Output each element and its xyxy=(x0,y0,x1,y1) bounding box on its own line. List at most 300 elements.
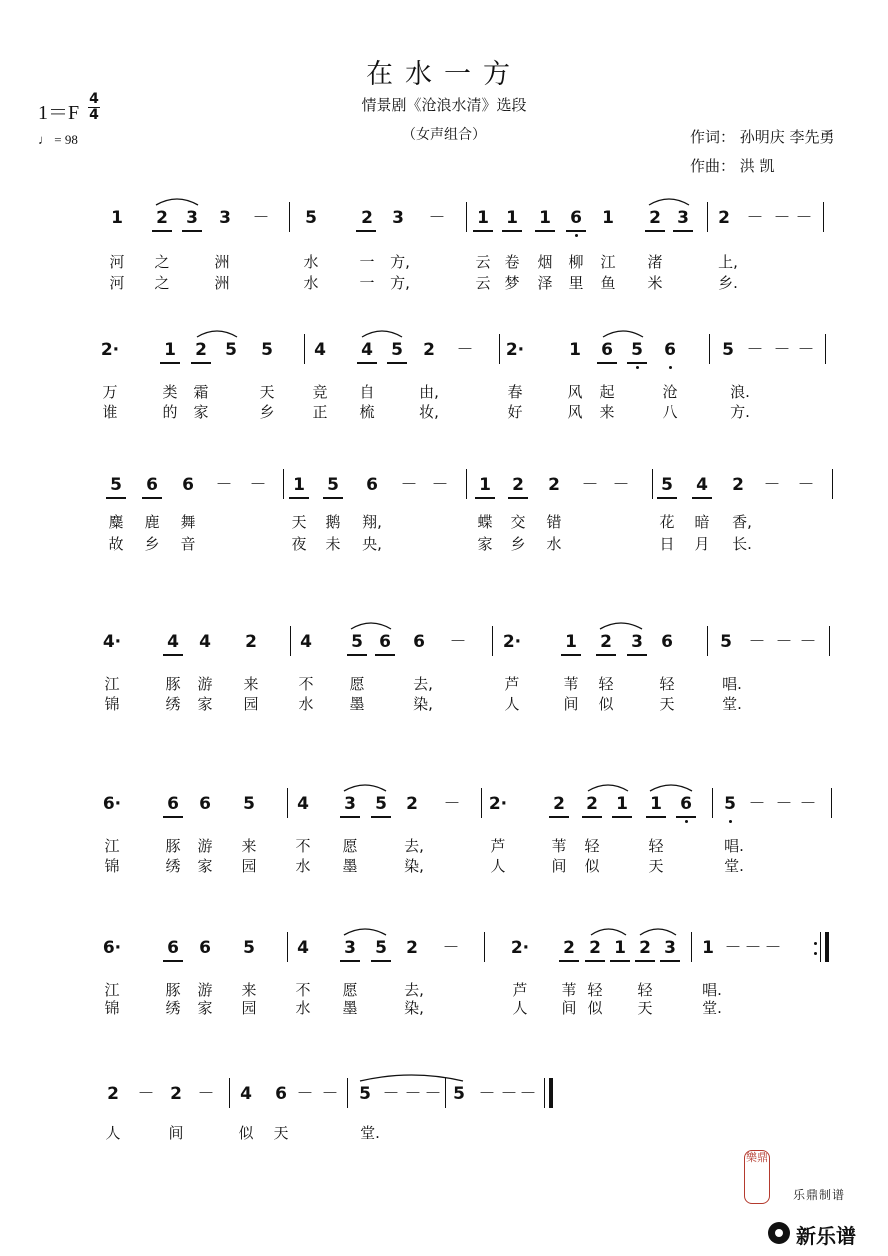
duration-dash: － xyxy=(443,794,461,814)
duration-dash: － xyxy=(797,475,815,495)
barline xyxy=(484,932,485,962)
duration-dash: － xyxy=(296,1084,314,1104)
note: 2 xyxy=(718,208,730,228)
barline xyxy=(445,1078,446,1108)
barline xyxy=(825,334,826,364)
lyric-verse2: 染, xyxy=(404,999,424,1017)
lyric-verse1: 游 xyxy=(197,981,213,999)
lyric-verse2: 人 xyxy=(504,695,520,713)
repeat-dot xyxy=(814,952,817,955)
lyric-verse1: 暗 xyxy=(694,513,710,531)
duration-dash: － xyxy=(382,1084,400,1104)
lyric-verse2: 家 xyxy=(197,999,213,1017)
lyric-verse2: 锦 xyxy=(104,695,120,713)
lyric-verse2: 央, xyxy=(362,535,382,553)
duration-dash: － xyxy=(249,475,267,495)
key-signature: 1＝F xyxy=(38,102,80,124)
lyric-verse2: 一 xyxy=(359,274,375,292)
note: 1 xyxy=(569,340,581,360)
lyric-verse1: 水 xyxy=(303,253,319,271)
lyric-verse2: 绣 xyxy=(165,695,181,713)
barline xyxy=(466,469,467,499)
lyric-verse1: 麋 xyxy=(108,513,124,531)
note: 4 xyxy=(240,1084,252,1104)
note: 2 xyxy=(245,632,257,652)
underline-beat xyxy=(473,230,493,232)
note: 6 xyxy=(661,632,673,652)
lyric-verse1: 竞 xyxy=(312,383,328,401)
lyric-verse2: 染, xyxy=(404,857,424,875)
underline-beat xyxy=(657,497,677,499)
note: 1 xyxy=(164,340,176,360)
note: 3 xyxy=(677,208,689,228)
underline-beat xyxy=(635,960,655,962)
note: 5 xyxy=(453,1084,465,1104)
barline xyxy=(229,1078,230,1108)
lyric-verse1: 春 xyxy=(507,383,523,401)
lyric-verse1: 天 xyxy=(273,1124,289,1142)
slur xyxy=(351,623,391,629)
underline-beat xyxy=(627,654,647,656)
lyric-verse2: 谁 xyxy=(102,403,118,421)
duration-dash: － xyxy=(215,475,233,495)
note: 2 xyxy=(406,938,418,958)
lyric-verse2: 天 xyxy=(637,999,653,1017)
note: 5 xyxy=(305,208,317,228)
duration-dash: － xyxy=(797,340,815,360)
underline-beat xyxy=(673,230,693,232)
lyric-verse2: 绣 xyxy=(165,999,181,1017)
barline xyxy=(289,202,290,232)
note: 6 xyxy=(167,938,179,958)
lyric-verse2: 水 xyxy=(303,274,319,292)
lyric-verse1: 渚 xyxy=(647,253,663,271)
duration-dash: － xyxy=(799,794,817,814)
lyric-verse1: 卷 xyxy=(504,253,520,271)
slur xyxy=(344,785,386,791)
note: 3 xyxy=(392,208,404,228)
note: 2· xyxy=(100,340,120,360)
note: 5 xyxy=(391,340,403,360)
underline-beat xyxy=(582,816,602,818)
barline xyxy=(283,469,284,499)
underline-beat xyxy=(596,654,616,656)
note: 5 xyxy=(722,340,734,360)
lyric-verse1: 类 xyxy=(162,383,178,401)
lyric-verse1: 翔, xyxy=(362,513,382,531)
lyric-verse2: 堂. xyxy=(724,857,744,875)
barline xyxy=(304,334,305,364)
note: 5 xyxy=(720,632,732,652)
note: 5 xyxy=(261,340,273,360)
note: 5 xyxy=(631,340,643,360)
lyric-verse1: 去, xyxy=(413,675,433,693)
underline-beat xyxy=(163,960,183,962)
barline xyxy=(466,202,467,232)
note: 2 xyxy=(195,340,207,360)
barline xyxy=(829,626,830,656)
note: 1 xyxy=(293,475,305,495)
note: 4 xyxy=(297,938,309,958)
duration-dash: － xyxy=(795,208,813,228)
slur xyxy=(650,785,692,791)
note: 1 xyxy=(616,794,628,814)
note: 2· xyxy=(488,794,508,814)
slur xyxy=(362,331,402,337)
underline-beat xyxy=(559,960,579,962)
note: 6 xyxy=(570,208,582,228)
note: 5 xyxy=(375,938,387,958)
low-octave-dot xyxy=(685,820,688,823)
duration-dash: － xyxy=(612,475,630,495)
lyric-verse1: 不 xyxy=(295,837,311,855)
note: 4 xyxy=(314,340,326,360)
duration-dash: － xyxy=(400,475,418,495)
underline-beat xyxy=(340,816,360,818)
underline-beat xyxy=(387,362,407,364)
underline-beat xyxy=(585,960,605,962)
note: 5 xyxy=(243,938,255,958)
lyric-verse1: 轻 xyxy=(587,981,603,999)
final-barline-thick xyxy=(549,1078,553,1108)
note: 4 xyxy=(297,794,309,814)
underline-beat xyxy=(106,497,126,499)
note: 6 xyxy=(413,632,425,652)
final-barline-thin xyxy=(544,1078,545,1108)
lyric-verse1: 江 xyxy=(104,837,120,855)
note: 3 xyxy=(219,208,231,228)
lyric-verse1: 交 xyxy=(510,513,526,531)
underline-beat xyxy=(561,654,581,656)
barline xyxy=(287,932,288,962)
lyricist-credit: 作词： 孙明庆 李先勇 xyxy=(690,128,835,146)
lyric-verse2: 正 xyxy=(312,403,328,421)
lyric-verse1: 去, xyxy=(404,981,424,999)
duration-dash: － xyxy=(775,632,793,652)
note: 4 xyxy=(361,340,373,360)
underline-beat xyxy=(692,497,712,499)
note: 6 xyxy=(146,475,158,495)
lyric-verse1: 愿 xyxy=(342,981,358,999)
note: 6· xyxy=(102,794,122,814)
lyric-verse1: 舞 xyxy=(180,513,196,531)
note: 5 xyxy=(661,475,673,495)
underline-beat xyxy=(566,230,586,232)
note: 2 xyxy=(361,208,373,228)
record-icon xyxy=(768,1222,790,1244)
lyric-verse1: 不 xyxy=(295,981,311,999)
underline-beat xyxy=(340,960,360,962)
duration-dash: － xyxy=(744,938,762,958)
lyric-verse2: 乡 xyxy=(144,535,160,553)
note: 1 xyxy=(479,475,491,495)
slur xyxy=(344,929,386,935)
underline-beat xyxy=(323,497,343,499)
note: 2 xyxy=(548,475,560,495)
lyric-verse1: 愿 xyxy=(342,837,358,855)
note: 3 xyxy=(631,632,643,652)
note: 6 xyxy=(379,632,391,652)
lyric-verse2: 墨 xyxy=(349,695,365,713)
duration-dash: － xyxy=(748,632,766,652)
note: 6 xyxy=(199,794,211,814)
tempo-marking: ♩ = 98 xyxy=(38,132,78,147)
lyric-verse2: 河 xyxy=(109,274,125,292)
underline-beat xyxy=(627,362,647,364)
low-octave-dot xyxy=(729,820,732,823)
lyric-verse2: 里 xyxy=(568,274,584,292)
lyric-verse1: 一 xyxy=(359,253,375,271)
lyric-verse1: 堂. xyxy=(360,1124,380,1142)
lyric-verse1: 唱. xyxy=(724,837,744,855)
repeat-dot xyxy=(814,942,817,945)
lyric-verse1: 苇 xyxy=(563,675,579,693)
meter-bottom: 4 xyxy=(89,107,99,123)
lyric-verse1: 芦 xyxy=(512,981,528,999)
song-subtitle: 情景剧《沧浪水清》选段 xyxy=(361,96,527,114)
lyric-verse2: 似 xyxy=(584,857,600,875)
lyric-verse2: 长. xyxy=(732,535,752,553)
slur xyxy=(197,331,237,337)
duration-dash: － xyxy=(431,475,449,495)
note: 4 xyxy=(167,632,179,652)
lyric-verse2: 方, xyxy=(390,274,410,292)
duration-dash: － xyxy=(500,1084,518,1104)
duration-dash: － xyxy=(252,208,270,228)
signature: 乐鼎制谱 xyxy=(793,1188,846,1202)
note: 3 xyxy=(186,208,198,228)
barline xyxy=(290,626,291,656)
underline-beat xyxy=(597,362,617,364)
lyric-verse1: 花 xyxy=(659,513,675,531)
lyric-verse2: 之 xyxy=(154,274,170,292)
lyric-verse1: 来 xyxy=(241,981,257,999)
lyric-verse2: 天 xyxy=(659,695,675,713)
note: 2 xyxy=(563,938,575,958)
lyric-verse2: 园 xyxy=(241,857,257,875)
lyric-verse1: 浪. xyxy=(730,383,750,401)
brand-logo: 新乐谱 xyxy=(796,1224,856,1248)
duration-dash: － xyxy=(724,938,742,958)
lyric-verse1: 轻 xyxy=(584,837,600,855)
lyric-verse1: 鹿 xyxy=(144,513,160,531)
repeat-barline-thick xyxy=(825,932,829,962)
note: 2 xyxy=(589,938,601,958)
underline-beat xyxy=(610,960,630,962)
duration-dash: － xyxy=(424,1084,442,1104)
lyric-verse2: 间 xyxy=(563,695,579,713)
barline xyxy=(707,626,708,656)
note: 5 xyxy=(327,475,339,495)
lyric-verse1: 由, xyxy=(419,383,439,401)
duration-dash: － xyxy=(449,632,467,652)
lyric-verse1: 洲 xyxy=(214,253,230,271)
lyric-verse2: 月 xyxy=(694,535,710,553)
note: 1 xyxy=(650,794,662,814)
underline-beat xyxy=(160,362,180,364)
underline-beat xyxy=(375,654,395,656)
note: 6 xyxy=(167,794,179,814)
note: 1 xyxy=(614,938,626,958)
lyric-verse1: 轻 xyxy=(648,837,664,855)
note: 5 xyxy=(351,632,363,652)
lyric-verse2: 似 xyxy=(598,695,614,713)
note: 2 xyxy=(732,475,744,495)
lyric-verse2: 鱼 xyxy=(600,274,616,292)
lyric-verse1: 豚 xyxy=(165,837,181,855)
lyric-verse2: 水 xyxy=(298,695,314,713)
underline-beat xyxy=(508,497,528,499)
duration-dash: － xyxy=(775,794,793,814)
lyric-verse2: 故 xyxy=(108,535,124,553)
slur xyxy=(649,199,689,205)
note: 2 xyxy=(107,1084,119,1104)
lyric-verse2: 未 xyxy=(325,535,341,553)
note: 4 xyxy=(199,632,211,652)
lyric-verse2: 水 xyxy=(546,535,562,553)
lyric-verse1: 来 xyxy=(243,675,259,693)
note: 1 xyxy=(702,938,714,958)
underline-beat xyxy=(645,230,665,232)
lyric-verse1: 天 xyxy=(291,513,307,531)
barline xyxy=(831,788,832,818)
lyric-verse1: 香, xyxy=(732,513,752,531)
underline-beat xyxy=(289,497,309,499)
underline-beat xyxy=(357,362,377,364)
duration-dash: － xyxy=(478,1084,496,1104)
note: 6 xyxy=(664,340,676,360)
lyric-verse1: 江 xyxy=(600,253,616,271)
lyric-verse2: 家 xyxy=(193,403,209,421)
lyric-verse2: 梦 xyxy=(504,274,520,292)
note: 2 xyxy=(423,340,435,360)
lyric-verse2: 绣 xyxy=(165,857,181,875)
slur xyxy=(600,623,642,629)
lyric-verse2: 米 xyxy=(647,274,663,292)
lyric-verse1: 天 xyxy=(259,383,275,401)
lyric-verse2: 人 xyxy=(490,857,506,875)
note: 5 xyxy=(724,794,736,814)
duration-dash: － xyxy=(773,340,791,360)
lyric-verse1: 江 xyxy=(104,981,120,999)
note: 2 xyxy=(156,208,168,228)
underline-beat xyxy=(142,497,162,499)
lyric-verse2: 天 xyxy=(648,857,664,875)
lyric-verse1: 豚 xyxy=(165,675,181,693)
lyric-verse2: 方. xyxy=(730,403,750,421)
lyric-verse2: 洲 xyxy=(214,274,230,292)
lyric-verse2: 的 xyxy=(162,403,178,421)
lyric-verse2: 妆, xyxy=(419,403,439,421)
lyric-verse1: 芦 xyxy=(490,837,506,855)
lyric-verse2: 夜 xyxy=(291,535,307,553)
lyric-verse1: 芦 xyxy=(504,675,520,693)
note: 4 xyxy=(300,632,312,652)
lyric-verse1: 鹅 xyxy=(325,513,341,531)
lyric-verse1: 之 xyxy=(154,253,170,271)
underline-beat xyxy=(182,230,202,232)
note: 2 xyxy=(512,475,524,495)
lyric-verse1: 轻 xyxy=(659,675,675,693)
lyric-verse1: 苇 xyxy=(561,981,577,999)
lyric-verse2: 人 xyxy=(512,999,528,1017)
barline xyxy=(707,202,708,232)
lyric-verse2: 水 xyxy=(295,857,311,875)
note: 1 xyxy=(539,208,551,228)
duration-dash: － xyxy=(404,1084,422,1104)
note: 5 xyxy=(110,475,122,495)
lyric-verse2: 墨 xyxy=(342,857,358,875)
barline xyxy=(499,334,500,364)
note: 6 xyxy=(275,1084,287,1104)
lyric-verse1: 唱. xyxy=(702,981,722,999)
lyric-verse1: 来 xyxy=(241,837,257,855)
duration-dash: － xyxy=(137,1084,155,1104)
underline-beat xyxy=(371,960,391,962)
duration-dash: － xyxy=(428,208,446,228)
duration-dash: － xyxy=(442,938,460,958)
duration-dash: － xyxy=(197,1084,215,1104)
duration-dash: － xyxy=(748,794,766,814)
underline-beat xyxy=(371,816,391,818)
lyric-verse1: 江 xyxy=(104,675,120,693)
barline xyxy=(823,202,824,232)
lyric-verse1: 风 xyxy=(567,383,583,401)
lyric-verse2: 乡 xyxy=(259,403,275,421)
lyric-verse2: 园 xyxy=(243,695,259,713)
voice-note: （女声组合） xyxy=(402,127,486,143)
underline-beat xyxy=(163,816,183,818)
barline xyxy=(709,334,710,364)
underline-beat xyxy=(191,362,211,364)
note: 5 xyxy=(225,340,237,360)
note: 5 xyxy=(243,794,255,814)
note: 6 xyxy=(366,475,378,495)
slur xyxy=(588,785,628,791)
duration-dash: － xyxy=(764,938,782,958)
lyric-verse2: 锦 xyxy=(104,999,120,1017)
note: 2· xyxy=(505,340,525,360)
underline-beat xyxy=(502,230,522,232)
lyric-verse2: 水 xyxy=(295,999,311,1017)
note: 1 xyxy=(565,632,577,652)
lyric-verse1: 游 xyxy=(197,675,213,693)
note: 2 xyxy=(553,794,565,814)
lyric-verse1: 云 xyxy=(475,253,491,271)
lyric-verse1: 万 xyxy=(102,383,118,401)
lyric-verse2: 好 xyxy=(507,403,523,421)
underline-beat xyxy=(152,230,172,232)
duration-dash: － xyxy=(799,632,817,652)
lyric-verse2: 染, xyxy=(413,695,433,713)
note: 2 xyxy=(586,794,598,814)
note: 2 xyxy=(639,938,651,958)
note: 6 xyxy=(199,938,211,958)
lyric-verse1: 自 xyxy=(359,383,375,401)
underline-beat xyxy=(347,654,367,656)
lyric-verse2: 堂. xyxy=(702,999,722,1017)
lyric-verse1: 游 xyxy=(197,837,213,855)
lyric-verse2: 泽 xyxy=(537,274,553,292)
lyric-verse1: 不 xyxy=(298,675,314,693)
slur xyxy=(603,331,643,337)
barline xyxy=(832,469,833,499)
note: 1 xyxy=(506,208,518,228)
barline xyxy=(492,626,493,656)
note: 3 xyxy=(344,794,356,814)
lyric-verse1: 沧 xyxy=(662,383,678,401)
lyric-verse2: 乡. xyxy=(718,274,738,292)
